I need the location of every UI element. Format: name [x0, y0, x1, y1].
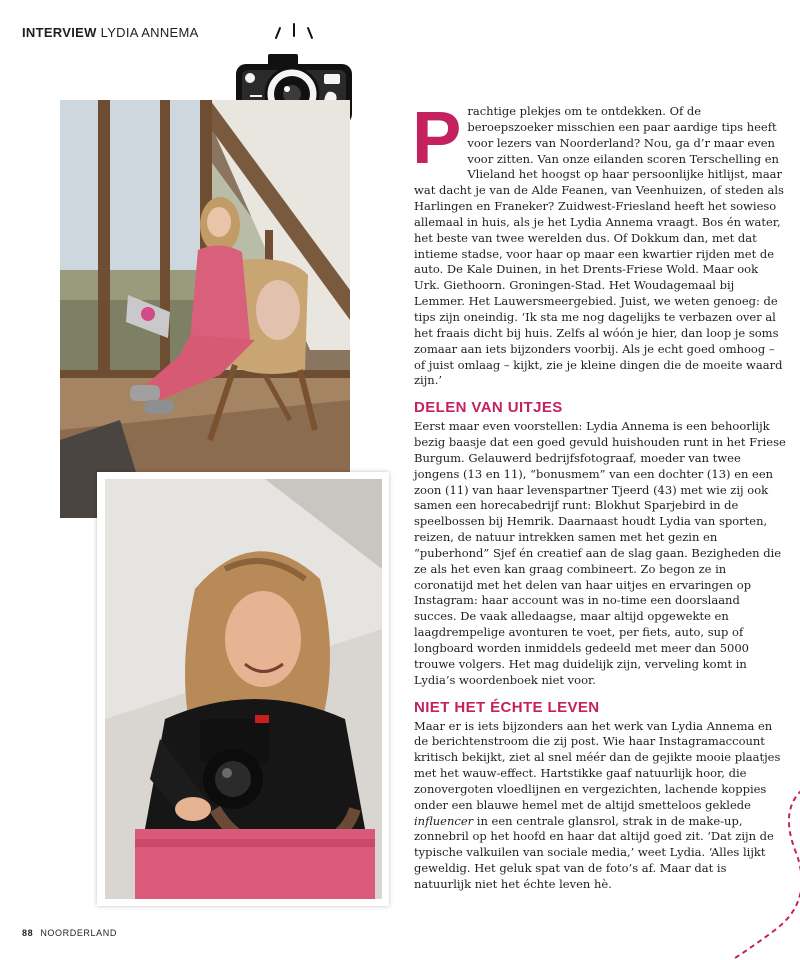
- photo-lydia-window: [60, 100, 350, 518]
- intro-text: rachtige plekjes om te ontdekken. Of de beroepszoeker misschien een paar aardige tips heeft voor lezers van Noorderland? Nou, ga d’r maar even voor zitten. Van onze eilanden scoren Terschelling en Vlieland het hoogst op haar persoonlijke hitlijst, maar wat dacht je van de Alde Feanen, van Veenhuizen, of steden als Harlingen en Franeker? Zuidwest-Friesland heeft het sowieso allemaal in huis, als je het Lydia Annema vraagt. Bos én water, het beste van twee werelden dus. Of Dokkum dan, met dat intieme stadse, voor haar op maar een kwartier rijden met de auto. De Kale Duinen, in het Drents-Friese Wold. Maar ook Urk. Giethoorn. Groningen-Stad. Het Woudagemaal bij Lemmer. Het Lauwersmeergebied. Juist, we weten genoeg: de tips zijn oneindig. ‘Ik sta me nog dagelijks te verbazen over al het fraais dicht bij huis. Zelfs al wóón je hier, dan loop je soms zomaar aan iets bijzonders voorbij. Als je echt goed omhoog – of juist omlaag – kijkt, zie je kleine dingen die de moeite waard zijn.’: [414, 104, 784, 388]
- section-heading-niet-het-echte-leven: NIET HET ÉCHTE LEVEN: [414, 698, 600, 716]
- page-header: [22, 25, 199, 40]
- header-subject: LYDIA ANNEMA: [100, 25, 199, 40]
- photo-lydia-camera: [105, 479, 382, 899]
- intro-paragraph: [412, 96, 786, 389]
- section2-emphasis: influencer: [414, 813, 474, 828]
- article-body: [412, 96, 786, 893]
- section2-text-before: Maar er is iets bijzonders aan het werk van Lydia Annema en de berichtenstroom die zij post. Wie haar Instagramaccount kritisch bekijkt, ziet al snel méér dan de gejikte mooie plaatjes met het wauw-effect. Hartstikke gaaf natuurlijk hoor, die zonovergoten vloedlijnen en vergezichten, lachende koppies onder een blauwe hemel met de altijd smetteloos geklede: [414, 718, 781, 812]
- section2-text-after: in een centrale glansrol, strak in de make-up, zonnebril op het hoofd en haar dat altijd goed zit. ‘Dat zijn de typische valkuilen van sociale media,’ weet Lydia. ‘Alles lijkt geweldig. Het geluk spat van de foto’s af. Maar dat is natuurlijk niet het échte leven hè.: [414, 813, 774, 891]
- section1-paragraph: Eerst maar even voorstellen: Lydia Annema is een behoorlijk bezig baasje dat een goed gevuld huishouden runt in het Friese Burgum. Gelauwerd bedrijfsfotograaf, moeder van twee jongens (13 en 11), “bonusmem” van een dochter (13) en een zoon (11) van haar levenspartner Tjeerd (43) met wie zij ook samen een horecabedrijf runt: Blokhut Sparjebird in de speelbossen bij Hemrik. Daarnaast houdt Lydia van sporten, reizen, de natuur intrekken samen met het gezin en “puberhond” Sjef én creatief aan de slag gaan. Bezigheden die ze als het even kan graag combineert. Zo begon ze in coronatijd met het delen van haar uitjes en ervaringen op Instagram: haar account was in no-time een doorslaand succes. De vaak alledaagse, maar altijd opgewekte en laagdrempelige avonturen te voet, per fiets, auto, sup of longboard worden inmiddels gedeeld met meer dan 5000 trouwe volgers. Het mag duidelijk zijn, verveling komt in Lydia’s woordenboek niet voor.: [414, 419, 786, 687]
- photo-lydia-camera-illustration: [105, 479, 382, 899]
- dashed-curve-icon: [720, 780, 800, 960]
- magazine-name: NOORDERLAND: [40, 928, 117, 938]
- section-heading-delen-van-uitjes: DELEN VAN UITJES: [414, 399, 563, 417]
- page-number: 88: [22, 928, 34, 938]
- dropcap: P: [412, 96, 462, 179]
- header-kicker: INTERVIEW: [22, 25, 97, 40]
- photo-lydia-window-illustration: [60, 100, 350, 518]
- page-footer: [22, 928, 117, 938]
